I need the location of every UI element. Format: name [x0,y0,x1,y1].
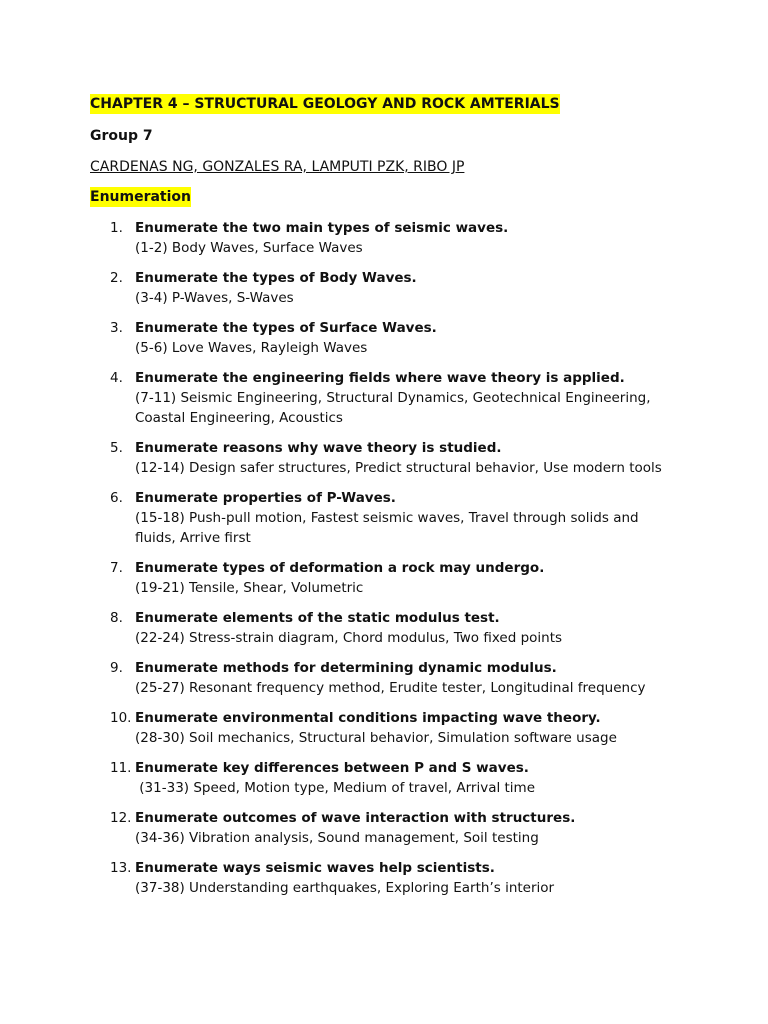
item-answer: (15-18) Push-pull motion, Fastest seismic waves, Travel through solids and fluids, Arrive first [135,510,639,546]
item-number: 5. [110,440,123,456]
item-answer: (37-38) Understanding earthquakes, Exploring Earth’s interior [135,880,555,896]
list-item [90,658,730,698]
item-answer: (7-11) Seismic Engineering, Structural Dynamics, Geotechnical Engineering, Coastal Engineering, Acoustics [135,390,651,426]
item-answer: (3-4) P-Waves, S-Waves [135,290,294,306]
section-heading: Enumeration [90,189,192,205]
item-answer: (12-14) Design safer structures, Predict structural behavior, Use modern tools [135,460,662,476]
list-item [90,438,730,478]
list-item [90,488,730,548]
item-number: 1. [110,220,123,236]
item-question: Enumerate ways seismic waves help scientists. [135,860,495,876]
item-question: Enumerate types of deformation a rock may undergo. [135,560,545,576]
list-item [90,368,730,428]
item-number: 3. [110,320,123,336]
document-page [90,93,730,908]
item-question: Enumerate key differences between P and S waves. [135,760,529,776]
list-item [90,268,730,308]
authors-line: CARDENAS NG, GONZALES RA, LAMPUTI PZK, RIBO JP [90,159,465,175]
item-number: 11. [110,760,132,776]
item-question: Enumerate methods for determining dynamic modulus. [135,660,557,676]
item-question: Enumerate reasons why wave theory is studied. [135,440,502,456]
item-answer: (5-6) Love Waves, Rayleigh Waves [135,340,368,356]
item-answer: (19-21) Tensile, Shear, Volumetric [135,580,364,596]
item-question: Enumerate the types of Body Waves. [135,270,417,286]
item-number: 9. [110,660,123,676]
item-question: Enumerate the engineering fields where wave theory is applied. [135,370,625,386]
list-item [90,558,730,598]
group-label: Group 7 [90,128,153,144]
item-question: Enumerate the two main types of seismic waves. [135,220,509,236]
item-answer: (28-30) Soil mechanics, Structural behavior, Simulation software usage [135,730,617,746]
enumeration-list [90,218,730,898]
item-answer: (22-24) Stress-strain diagram, Chord modulus, Two fixed points [135,630,563,646]
list-item [90,218,730,258]
item-answer: (31-33) Speed, Motion type, Medium of travel, Arrival time [135,780,536,796]
item-number: 2. [110,270,123,286]
item-question: Enumerate environmental conditions impacting wave theory. [135,710,601,726]
item-question: Enumerate properties of P-Waves. [135,490,396,506]
item-question: Enumerate outcomes of wave interaction with structures. [135,810,576,826]
item-answer: (34-36) Vibration analysis, Sound management, Soil testing [135,830,539,846]
list-item [90,608,730,648]
list-item [90,808,730,848]
item-answer: (1-2) Body Waves, Surface Waves [135,240,363,256]
item-number: 6. [110,490,123,506]
item-number: 13. [110,860,132,876]
item-question: Enumerate elements of the static modulus test. [135,610,500,626]
item-number: 8. [110,610,123,626]
list-item [90,708,730,748]
list-item [90,318,730,358]
list-item [90,758,730,798]
list-item [90,858,730,898]
item-answer: (25-27) Resonant frequency method, Erudite tester, Longitudinal frequency [135,680,646,696]
item-number: 7. [110,560,123,576]
item-number: 4. [110,370,123,386]
item-question: Enumerate the types of Surface Waves. [135,320,437,336]
item-number: 10. [110,710,132,726]
document-title: CHAPTER 4 – STRUCTURAL GEOLOGY AND ROCK AMTERIALS [90,96,560,112]
item-number: 12. [110,810,132,826]
